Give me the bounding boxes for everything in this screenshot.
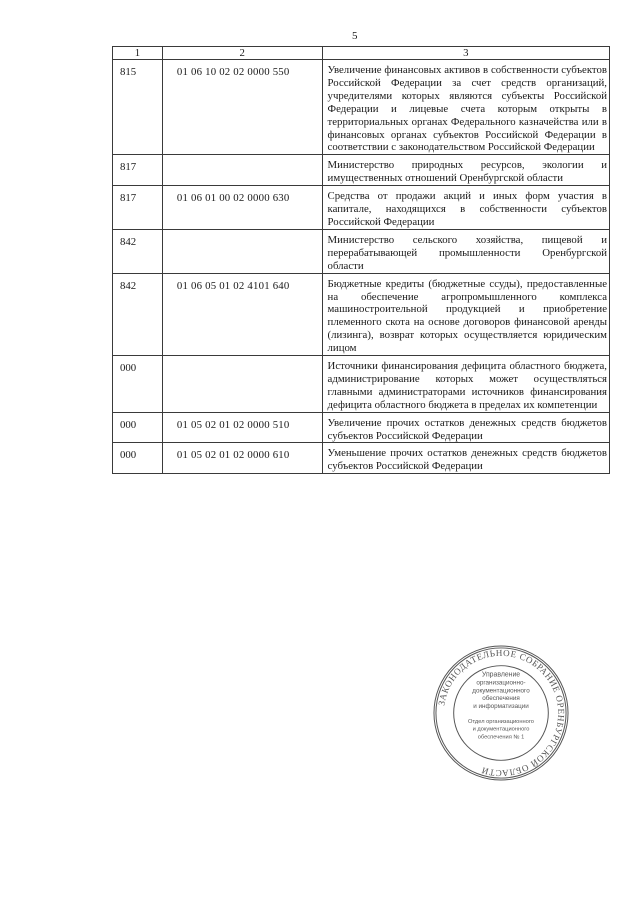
source-code: 01 06 05 01 02 4101 640 (162, 273, 322, 355)
stamp-line: организационно- (476, 679, 526, 687)
source-name: Уменьшение прочих остатков денежных средств бюджетов субъектов Российской Федерации (322, 443, 609, 474)
table-row (113, 60, 610, 155)
table-row (113, 412, 610, 443)
stamp-outer-text: ЗАКОНОДАТЕЛЬНОЕ СОБРАНИЕ ОРЕНБУРГСКОЙ ОБЛАСТИ (436, 647, 567, 779)
table-row (113, 186, 610, 230)
stamp-line: обеспечения (482, 695, 520, 703)
admin-code: 842 (113, 273, 163, 355)
stamp-line: и документационного (472, 726, 530, 733)
stamp-inner-text (468, 672, 534, 741)
admin-code: 842 (113, 229, 163, 273)
table-row (113, 155, 610, 186)
stamp-line: обеспечения № 1 (477, 734, 525, 741)
page-number: 5 (352, 30, 358, 42)
source-name: Министерство сельского хозяйства, пищевой и перерабатывающей промышленности Оренбургской области (322, 229, 609, 273)
source-name: Источники финансирования дефицита областного бюджета, администрирование которых может осуществляться главными администраторами источников финансирования дефицита областного бюджета в пределах их компетенции (322, 356, 609, 413)
source-code (162, 155, 322, 186)
sources-table (112, 46, 610, 474)
admin-code: 000 (113, 412, 163, 443)
table-row (113, 229, 610, 273)
admin-code: 817 (113, 155, 163, 186)
source-code: 01 06 10 02 02 0000 550 (162, 60, 322, 155)
stamp-line: и информатизации (473, 703, 529, 711)
header-col-2: 2 (162, 47, 322, 60)
source-code: 01 05 02 01 02 0000 510 (162, 412, 322, 443)
source-name: Увеличение прочих остатков денежных средств бюджетов субъектов Российской Федерации (322, 412, 609, 443)
header-col-3: 3 (322, 47, 609, 60)
official-stamp (432, 644, 570, 782)
source-name: Средства от продажи акций и иных форм участия в капитале, находящихся в собственности субъектов Российской Федерации (322, 186, 609, 230)
source-name: Министерство природных ресурсов, экологии и имущественных отношений Оренбургской области (322, 155, 609, 186)
header-col-1: 1 (113, 47, 163, 60)
stamp-line: Отдел организационного (468, 718, 534, 725)
admin-code: 000 (113, 443, 163, 474)
source-code: 01 06 01 00 02 0000 630 (162, 186, 322, 230)
source-name: Увеличение финансовых активов в собственности субъектов Российской Федерации за счет средств организаций, учредителями которых являются субъекты Российской Федерации и лицевые счета которым открыты в территориальных органах Федерального казначейства или в финансовых органах субъектов Российской Федерации в соответствии с законодательством Российской Федерации (322, 60, 609, 155)
admin-code: 815 (113, 60, 163, 155)
table-row (113, 443, 610, 474)
source-name: Бюджетные кредиты (бюджетные ссуды), предоставленные на обеспечение агропромышленного комплекса машиностроительной продукцией и приобретение племенного скота на основе договоров финансовой аренды (лизинга), возврат которых осуществляется юридическим лицом (322, 273, 609, 355)
stamp-line: документационного (472, 687, 530, 695)
admin-code: 000 (113, 356, 163, 413)
table-row (113, 273, 610, 355)
table-header-row (113, 47, 610, 60)
source-code (162, 229, 322, 273)
stamp-line: Управление (481, 671, 521, 679)
source-code (162, 356, 322, 413)
admin-code: 817 (113, 186, 163, 230)
source-code: 01 05 02 01 02 0000 610 (162, 443, 322, 474)
table-row (113, 356, 610, 413)
